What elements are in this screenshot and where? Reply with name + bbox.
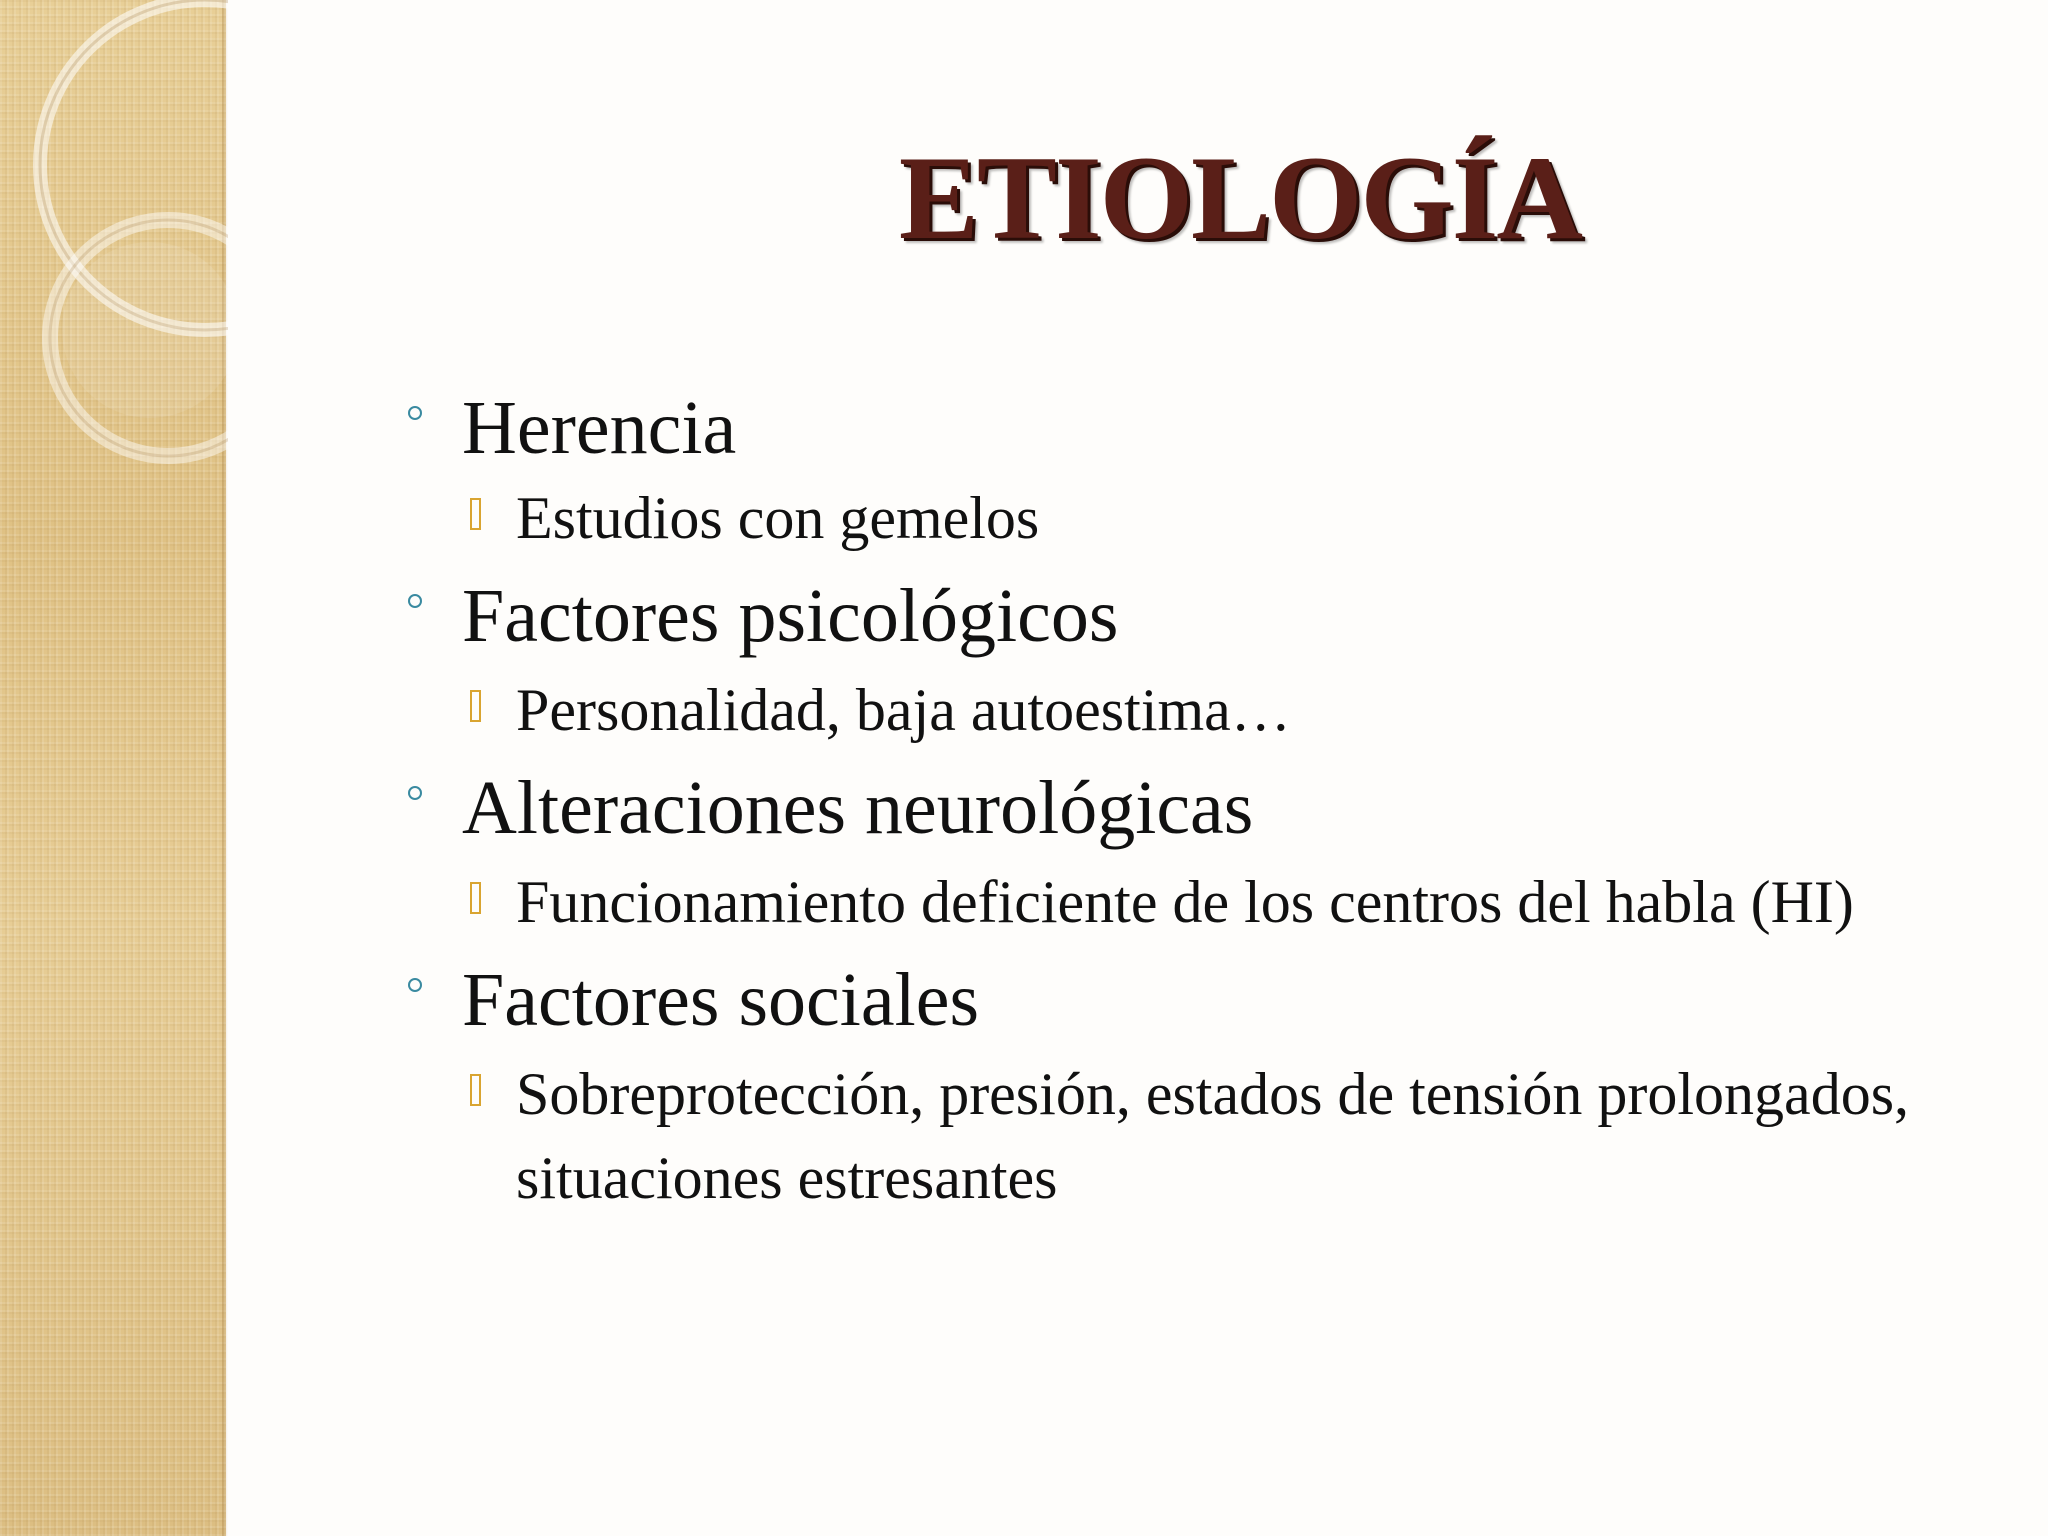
- sub-list-item: [400, 476, 1960, 560]
- list-item-label: Factores psicológicos: [462, 574, 1119, 658]
- list-item-label: Herencia: [462, 386, 737, 470]
- decorative-rings-icon: [0, 0, 228, 520]
- box-bullet-icon: [470, 498, 481, 530]
- list-item-label: Factores sociales: [462, 958, 980, 1042]
- list-item: [400, 952, 1960, 1048]
- circle-bullet-icon: [408, 978, 422, 992]
- bullet-list: [400, 380, 1960, 1224]
- sub-list-item: [400, 860, 1960, 944]
- list-item: [400, 760, 1960, 856]
- sub-list-item-label: Sobreprotección, presión, estados de tensión prolongados, situaciones estresantes: [516, 1061, 1910, 1211]
- sub-list-item-label: Personalidad, baja autoestima…: [516, 677, 1291, 743]
- sub-list-item: [400, 1052, 1960, 1220]
- slide-title: ETIOLOGÍA: [898, 131, 1582, 264]
- list-item: [400, 568, 1960, 664]
- list-item-label: Alteraciones neurológicas: [462, 766, 1254, 850]
- list-item: [400, 380, 1960, 476]
- sub-list-item-label: Estudios con gemelos: [516, 485, 1040, 551]
- circle-bullet-icon: [408, 594, 422, 608]
- circle-bullet-icon: [408, 786, 422, 800]
- circle-bullet-icon: [408, 406, 422, 420]
- sub-list-item: [400, 668, 1960, 752]
- box-bullet-icon: [470, 1074, 481, 1106]
- sub-list-item-label: Funcionamiento deficiente de los centros del habla (HI): [516, 869, 1854, 935]
- box-bullet-icon: [470, 882, 481, 914]
- box-bullet-icon: [470, 690, 481, 722]
